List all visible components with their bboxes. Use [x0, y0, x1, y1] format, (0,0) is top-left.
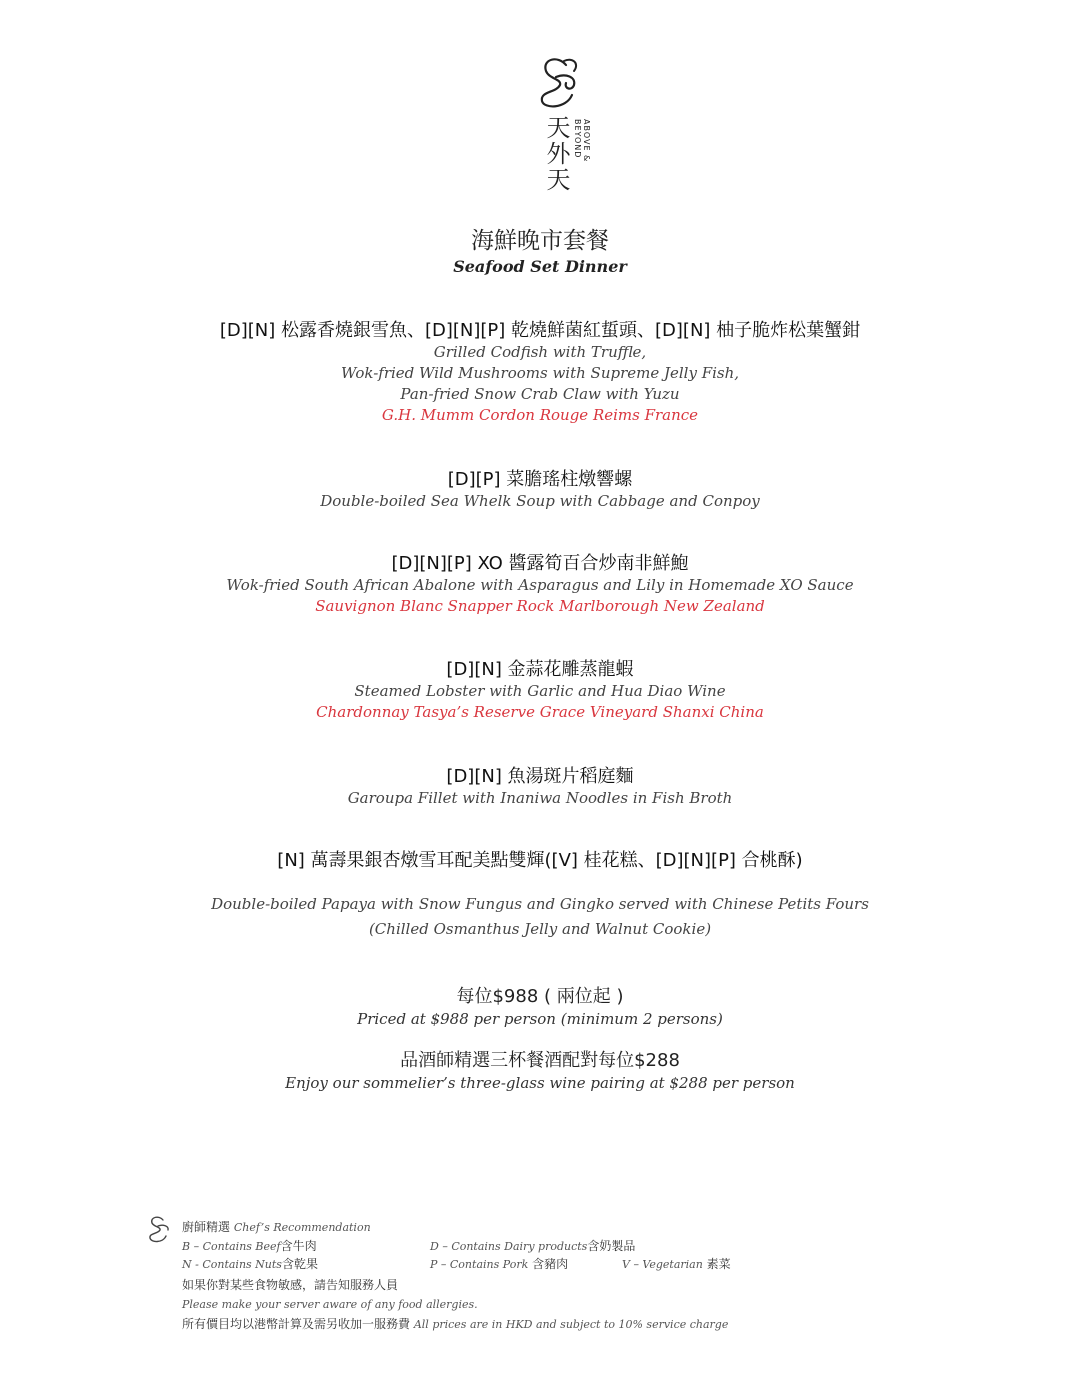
course-2 [0, 469, 1080, 512]
course-2-chinese: [D][P] 菜膽瑤柱燉響螺 [447, 469, 633, 490]
legend-nuts-row [182, 1255, 318, 1272]
course-4-english: Steamed Lobster with Garlic and Hua Diao Wine [354, 682, 726, 700]
legend-pork-chinese: 含豬肉 [532, 1257, 569, 1271]
logo-chinese-name: 天外天 [542, 115, 570, 193]
allergy-notice-english: Please make your server aware of any food allergies. [182, 1298, 478, 1311]
legend-beef-row [182, 1237, 317, 1254]
wine-pairing-block [0, 1050, 1080, 1094]
course-4-wine: Chardonnay Tasya’s Reserve Grace Vineyard Shanxi China [316, 703, 764, 721]
legend-nuts-english: N - Contains Nuts [182, 1258, 282, 1271]
legend-beef-chinese: 含牛肉 [280, 1239, 317, 1253]
logo-english-name: ABOVE & BEYOND [573, 119, 591, 163]
legend-vegetarian-english: V – Vegetarian [622, 1258, 703, 1271]
price-block [0, 986, 1080, 1030]
course-1-english-line-2: Wok-fried Wild Mushrooms with Supreme Jelly Fish, [340, 364, 740, 382]
course-1-chinese: [D][N] 松露香燒銀雪魚、[D][N][P] 乾燒鮮菌紅蜇頭、[D][N] 柚子脆炸松葉蟹鉗 [219, 320, 861, 341]
course-1-wine: G.H. Mumm Cordon Rouge Reims France [381, 406, 699, 424]
course-3-english: Wok-fried South African Abalone with Asparagus and Lily in Homemade XO Sauce [226, 576, 854, 594]
restaurant-logo [520, 55, 600, 205]
course-6-english-line-1: Double-boiled Papaya with Snow Fungus and Gingko served with Chinese Petits Fours [211, 895, 869, 913]
course-1-english-line-3: Pan-fried Snow Crab Claw with Yuzu [400, 385, 680, 403]
legend-beef-english: B – Contains Beef [182, 1240, 281, 1253]
menu-title-chinese: 海鮮晚市套餐 [471, 228, 609, 254]
wine-pairing-english: Enjoy our sommelier’s three-glass wine pairing at $288 per person [285, 1074, 795, 1092]
legend-chef-chinese: 廚師精選 [182, 1220, 231, 1234]
course-5 [0, 766, 1080, 809]
service-charge-row [182, 1315, 728, 1332]
menu-title-english: Seafood Set Dinner [453, 257, 627, 276]
legend-dairy-chinese: 含奶製品 [587, 1239, 636, 1253]
legend-pork-english: P – Contains Pork [430, 1258, 529, 1271]
ampersand-logo-icon [536, 55, 584, 109]
service-charge-english: All prices are in HKD and subject to 10% service charge [413, 1318, 729, 1331]
legend-chef-row [182, 1218, 371, 1235]
course-4 [0, 659, 1080, 723]
allergy-notice-chinese: 如果你對某些食物敏感，請告知服務人員 [182, 1278, 399, 1292]
legend-chef-english: Chef’s Recommendation [233, 1221, 371, 1234]
chef-recommendation-icon [147, 1215, 173, 1243]
legend-dairy-english: D – Contains Dairy products [430, 1240, 588, 1253]
price-english: Priced at $988 per person (minimum 2 persons) [357, 1010, 723, 1028]
course-2-english: Double-boiled Sea Whelk Soup with Cabbage and Conpoy [320, 492, 760, 510]
course-3-wine: Sauvignon Blanc Snapper Rock Marlborough New Zealand [315, 597, 765, 615]
course-5-english: Garoupa Fillet with Inaniwa Noodles in Fish Broth [347, 789, 733, 807]
legend-vegetarian-row [622, 1255, 731, 1272]
wine-pairing-chinese: 品酒師精選三杯餐酒配對每位$288 [400, 1050, 680, 1071]
legend-nuts-chinese: 含乾果 [281, 1257, 318, 1271]
course-6-english-line-2: (Chilled Osmanthus Jelly and Walnut Cookie) [368, 920, 712, 938]
price-chinese: 每位$988 ( 兩位起 ) [456, 986, 624, 1007]
course-4-chinese: [D][N] 金蒜花雕蒸龍蝦 [446, 659, 634, 680]
course-6-chinese: [N] 萬壽果銀杏燉雪耳配美點雙輝([V] 桂花糕、[D][N][P] 合桃酥) [277, 850, 803, 871]
course-5-chinese: [D][N] 魚湯斑片稻庭麵 [446, 766, 634, 787]
legend-vegetarian-chinese: 素菜 [706, 1257, 731, 1271]
course-3-chinese: [D][N][P] XO 醬露筍百合炒南非鮮鮑 [391, 553, 689, 574]
course-1 [0, 320, 1080, 426]
legend-pork-row [430, 1255, 568, 1272]
course-1-english-line-1: Grilled Codfish with Truffle, [433, 343, 647, 361]
course-3 [0, 553, 1080, 617]
course-6 [0, 850, 1080, 940]
legend-dairy-row [430, 1237, 635, 1254]
service-charge-chinese: 所有價目均以港幣計算及需另收加一服務費 [182, 1317, 411, 1331]
